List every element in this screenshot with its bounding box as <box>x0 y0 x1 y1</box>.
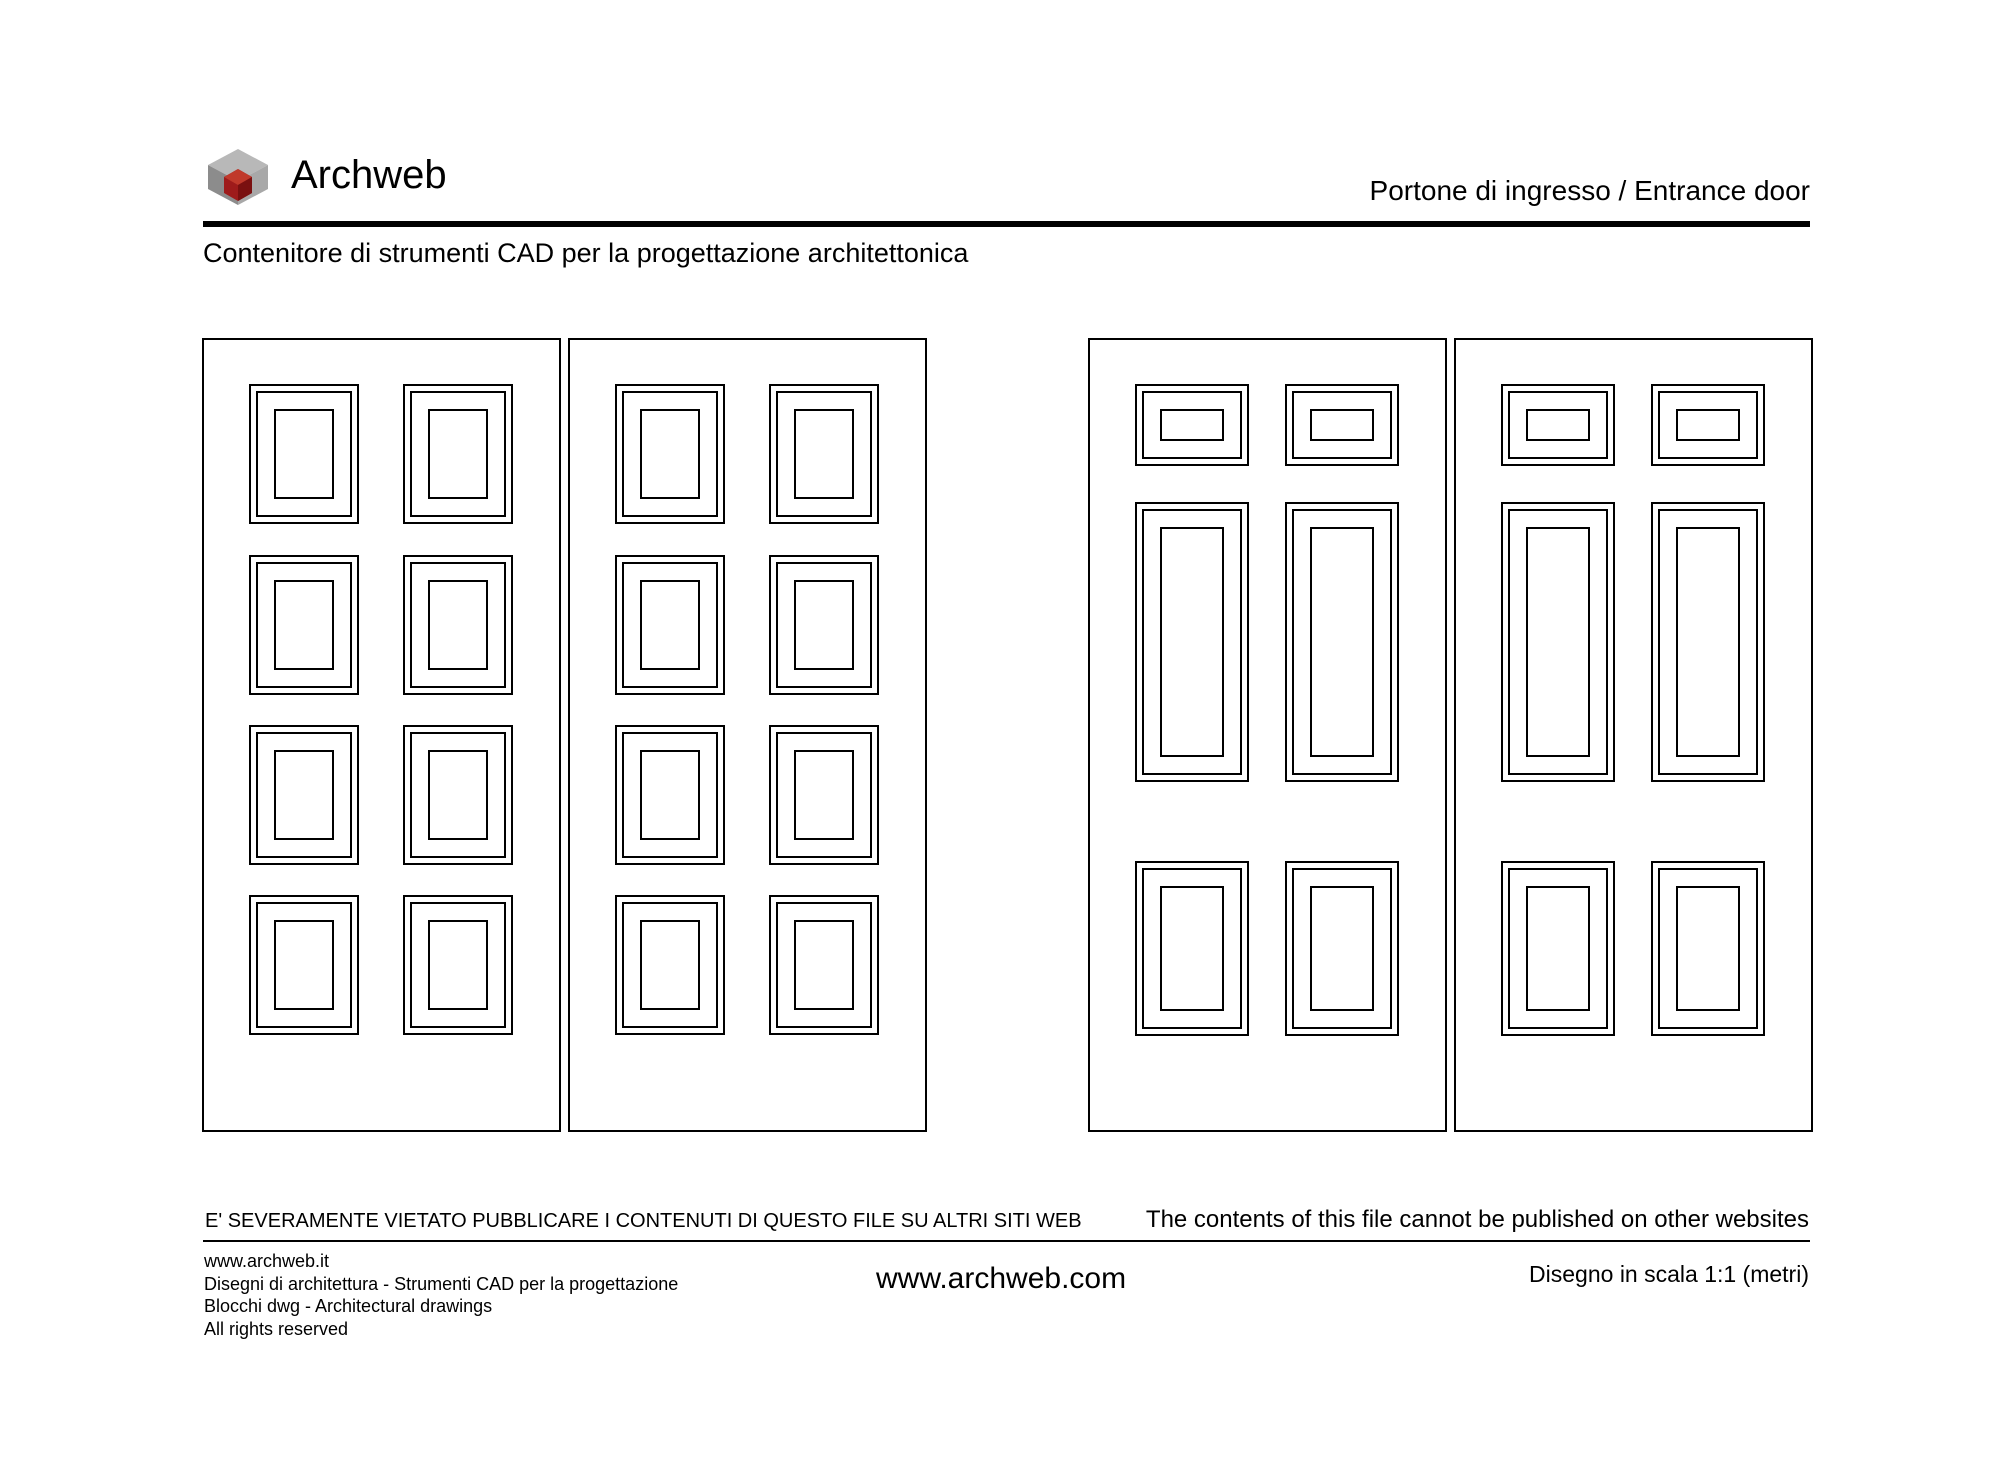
panel-inner-frame <box>795 751 853 839</box>
panel-inner-frame <box>1161 528 1223 756</box>
panel-mid-frame <box>1143 510 1241 774</box>
panel-outer-frame <box>250 726 358 864</box>
footer-line: All rights reserved <box>204 1318 349 1339</box>
panel-inner-frame <box>1311 528 1373 756</box>
panel-inner-frame <box>1161 887 1223 1010</box>
panel-outer-frame <box>1136 385 1248 465</box>
panel-outer-frame <box>1502 503 1614 781</box>
panel-inner-frame <box>275 581 333 669</box>
footer-website: www.archweb.com <box>876 1262 1127 1295</box>
panel-inner-frame <box>1677 410 1739 440</box>
panel-inner-frame <box>429 751 487 839</box>
drawing-title: Portone di ingresso / Entrance door <box>1369 175 1810 206</box>
panel-inner-frame <box>1311 410 1373 440</box>
panel-outer-frame <box>1286 503 1398 781</box>
panel-outer-frame <box>250 556 358 694</box>
footer-line: www.archweb.it <box>204 1251 330 1271</box>
panel-inner-frame <box>1161 410 1223 440</box>
panel-inner-frame <box>429 410 487 498</box>
footer-line: Blocchi dwg - Architectural drawings <box>204 1296 493 1316</box>
panel-inner-frame <box>795 581 853 669</box>
panel-mid-frame <box>1659 510 1757 774</box>
panel-outer-frame <box>404 896 512 1034</box>
panel-outer-frame <box>616 726 724 864</box>
panel-mid-frame <box>1293 392 1391 458</box>
panel-outer-frame <box>1652 503 1764 781</box>
panel-mid-frame <box>1509 392 1607 458</box>
panel-mid-frame <box>1509 869 1607 1028</box>
panel-outer-frame <box>616 556 724 694</box>
panel-outer-frame <box>616 385 724 523</box>
panel-mid-frame <box>1659 869 1757 1028</box>
panel-inner-frame <box>1677 887 1739 1010</box>
panel-outer-frame <box>770 726 878 864</box>
panel-inner-frame <box>429 921 487 1009</box>
panel-outer-frame <box>1652 385 1764 465</box>
panel-inner-frame <box>641 921 699 1009</box>
panel-outer-frame <box>1502 385 1614 465</box>
panel-outer-frame <box>250 385 358 523</box>
panel-outer-frame <box>770 896 878 1034</box>
panel-outer-frame <box>404 556 512 694</box>
panel-outer-frame <box>770 385 878 523</box>
scale-note: Disegno in scala 1:1 (metri) <box>1529 1261 1809 1287</box>
panel-outer-frame <box>616 896 724 1034</box>
panel-outer-frame <box>404 726 512 864</box>
panel-inner-frame <box>1527 410 1589 440</box>
panel-inner-frame <box>795 921 853 1009</box>
panel-inner-frame <box>275 921 333 1009</box>
panel-inner-frame <box>1677 528 1739 756</box>
subtitle: Contenitore di strumenti CAD per la progettazione architettonica <box>203 238 969 268</box>
panel-inner-frame <box>429 581 487 669</box>
panel-inner-frame <box>1527 528 1589 756</box>
panel-outer-frame <box>1286 385 1398 465</box>
panel-outer-frame <box>770 556 878 694</box>
brand-name: Archweb <box>291 153 447 197</box>
footer-divider <box>203 1240 1810 1242</box>
panel-outer-frame <box>404 385 512 523</box>
panel-inner-frame <box>641 581 699 669</box>
panel-inner-frame <box>641 410 699 498</box>
footer-credits <box>204 1250 678 1340</box>
panel-mid-frame <box>1509 510 1607 774</box>
panel-inner-frame <box>795 410 853 498</box>
panel-outer-frame <box>1136 503 1248 781</box>
notice-italian: E' SEVERAMENTE VIETATO PUBBLICARE I CONTENUTI DI QUESTO FILE SU ALTRI SITI WEB <box>205 1210 1082 1232</box>
panel-outer-frame <box>250 896 358 1034</box>
panel-inner-frame <box>1527 887 1589 1010</box>
panel-mid-frame <box>1143 869 1241 1028</box>
panel-inner-frame <box>275 751 333 839</box>
panel-mid-frame <box>1293 869 1391 1028</box>
notice-english: The contents of this file cannot be published on other websites <box>1145 1206 1809 1233</box>
panel-mid-frame <box>1293 510 1391 774</box>
panel-inner-frame <box>275 410 333 498</box>
panel-inner-frame <box>1311 887 1373 1010</box>
panel-mid-frame <box>1143 392 1241 458</box>
footer-line: Disegni di architettura - Strumenti CAD per la progettazione <box>204 1273 679 1294</box>
panel-mid-frame <box>1659 392 1757 458</box>
panel-inner-frame <box>641 751 699 839</box>
